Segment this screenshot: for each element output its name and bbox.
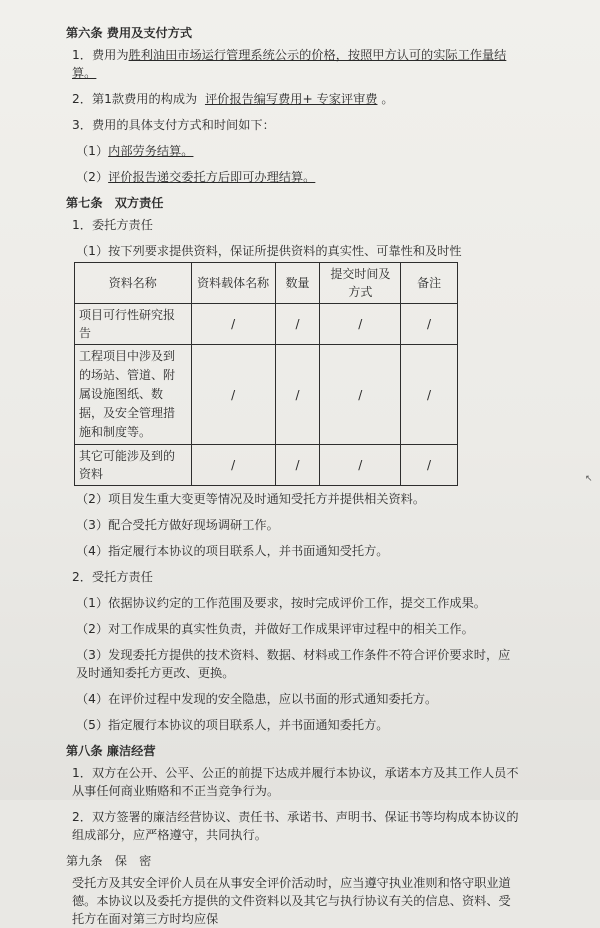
payment-sub-1-underlined: 内部劳务结算。 <box>108 144 194 158</box>
agent-duty-heading: 2．受托方责任 <box>72 570 153 584</box>
table-row <box>75 345 458 445</box>
client-duty-3: （3）配合受托方做好现场调研工作。 <box>76 518 279 532</box>
payment-sub-1 <box>66 142 522 160</box>
agent-duty-5: （5）指定履行本协议的项目联系人，并书面通知委托方。 <box>76 718 389 732</box>
fee-item-1-underlined: 胜利油田市场运行管理系统公示的价格，按照甲方认可的实际工作量结算。 <box>72 48 507 80</box>
client-duty-2: （2）项目发生重大变更等情况及时通知受托方并提供相关资料。 <box>76 492 426 506</box>
client-duty-4: （4）指定履行本协议的项目联系人，并书面通知受托方。 <box>76 544 389 558</box>
payment-sub-2-prefix: （2） <box>76 170 109 184</box>
section-9-title: 第九条 保 密 <box>66 854 152 868</box>
table-cell: / <box>401 345 458 445</box>
table-cell: / <box>320 304 401 345</box>
payment-sub-2 <box>66 168 522 186</box>
table-cell: / <box>275 304 320 345</box>
fee-item-2-suffix: 。 <box>381 92 394 106</box>
table-cell: / <box>320 345 401 445</box>
table-cell: / <box>191 304 275 345</box>
table-header-row <box>75 263 458 304</box>
confidentiality-item-1: 受托方及其安全评价人员在从事安全评价活动时，应当遵守执业准则和恪守职业道德。本协议以及委托方提供的文件资料以及其它与执行协议有关的信息、资料、受托方在面对第三方时均应保 <box>72 876 511 926</box>
table-header-cell: 资料名称 <box>75 263 192 304</box>
table-cell: 其它可能涉及到的资料 <box>75 445 192 486</box>
section-8-title: 第八条 廉洁经营 <box>66 744 156 758</box>
fee-item-3: 3．费用的具体支付方式和时间如下： <box>72 118 275 132</box>
agent-duty-2: （2）对工作成果的真实性负责，并做好工作成果评审过程中的相关工作。 <box>76 622 474 636</box>
client-duty-1: （1）按下列要求提供资料，保证所提供资料的真实性、可靠性和及时性 <box>76 244 462 258</box>
fee-item-2-prefix: 2．第1款费用的构成为 <box>72 92 198 106</box>
table-header-cell: 提交时间及方式 <box>320 263 401 304</box>
table-cell: 工程项目中涉及到的场站、管道、附属设施图纸、数据，及安全管理措施和制度等。 <box>75 345 192 445</box>
table-cell: / <box>401 445 458 486</box>
agent-duty-1: （1）依据协议约定的工作范围及要求，按时完成评价工作，提交工作成果。 <box>76 596 486 610</box>
fee-item-1 <box>66 46 522 82</box>
section-6-title: 第六条 费用及支付方式 <box>66 26 193 40</box>
section-7-title: 第七条 双方责任 <box>66 196 164 210</box>
client-duty-heading: 1．委托方责任 <box>72 218 153 232</box>
payment-sub-1-prefix: （1） <box>76 144 109 158</box>
table-cell: / <box>275 445 320 486</box>
integrity-item-2: 2．双方签署的廉洁经营协议、责任书、承诺书、声明书、保证书等均构成本协议的组成部分，应严格遵守，共同执行。 <box>72 810 519 842</box>
fee-item-2 <box>66 90 522 108</box>
table-cell: / <box>191 345 275 445</box>
integrity-item-1: 1．双方在公开、公平、公正的前提下达成并履行本协议，承诺本方及其工作人员不从事任何商业贿赂和不正当竞争行为。 <box>72 766 519 798</box>
documents-table <box>74 262 458 486</box>
fee-item-1-prefix: 1．费用为 <box>72 48 129 62</box>
table-cell: / <box>320 445 401 486</box>
table-cell: / <box>191 445 275 486</box>
table-header-cell: 备注 <box>401 263 458 304</box>
table-row <box>75 445 458 486</box>
agent-duty-4: （4）在评价过程中发现的安全隐患，应以书面的形式通知委托方。 <box>76 692 438 706</box>
fee-item-2-underlined: 评价报告编写费用+ 专家评审费 <box>204 92 378 106</box>
table-row <box>75 304 458 345</box>
table-cell: / <box>401 304 458 345</box>
table-cell: 项目可行性研究报告 <box>75 304 192 345</box>
table-header-cell: 数量 <box>275 263 320 304</box>
payment-sub-2-underlined: 评价报告递交委托方后即可办理结算。 <box>108 170 316 184</box>
table-header-cell: 资料载体名称 <box>191 263 275 304</box>
agent-duty-3: （3）发现委托方提供的技术资料、数据、材料或工作条件不符合评价要求时，应及时通知委托方更改、更换。 <box>76 648 511 680</box>
table-cell: / <box>275 345 320 445</box>
cursor-mark-icon: ↖ <box>585 474 593 484</box>
